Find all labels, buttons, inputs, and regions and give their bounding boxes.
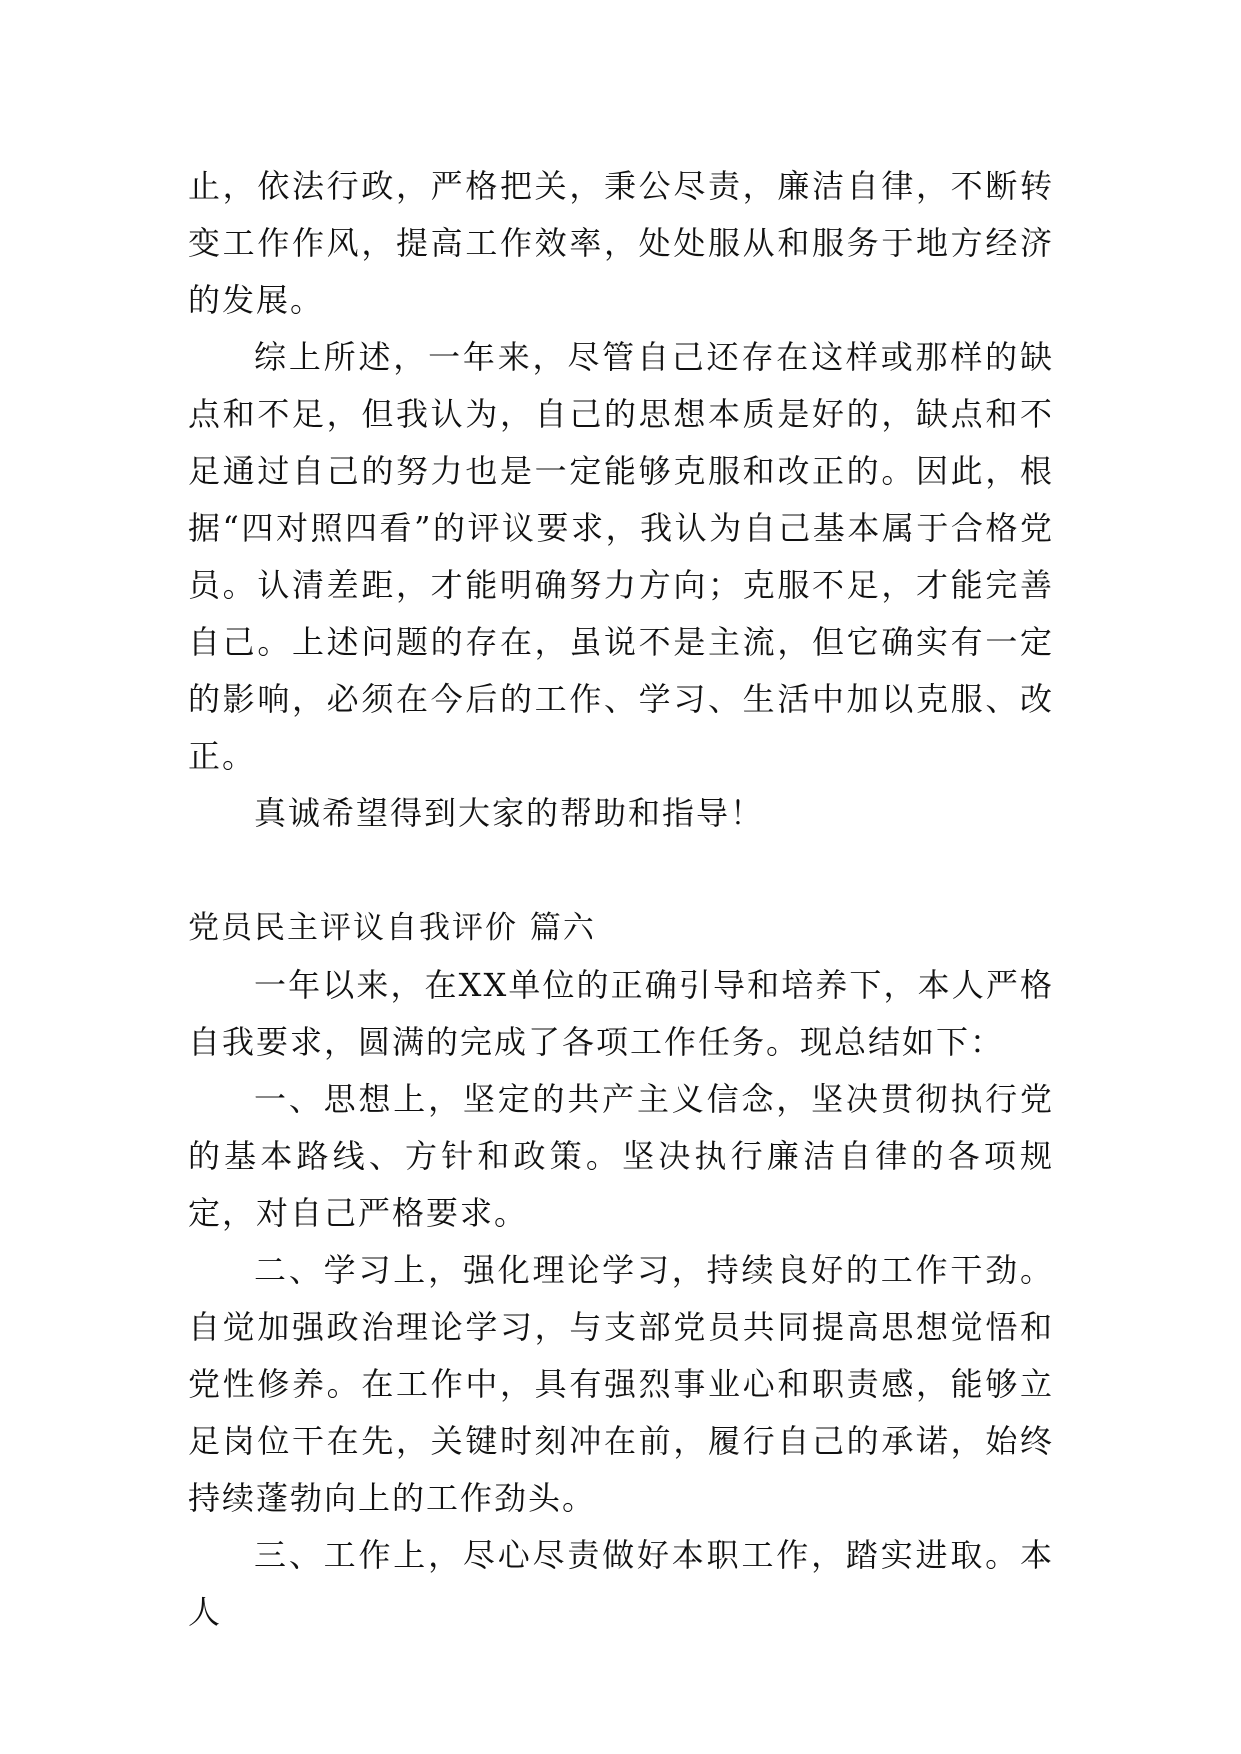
paragraph-work: 三、工作上，尽心尽责做好本职工作，踏实进取。本人 xyxy=(188,1536,1054,1631)
paragraph-study: 二、学习上，强化理论学习，持续良好的工作干劲。自觉加强政治理论学习，与支部党员共同提高思想觉悟和党性修养。在工作中，具有强烈事业心和职责感，能够立足岗位干在先，关键时刻冲在前，履行自己的承诺，始终持续蓬勃向上的工作劲头。 xyxy=(188,1251,1054,1517)
paragraph-intro: 一年以来，在XX单位的正确引导和培养下，本人严格自我要求，圆满的完成了各项工作任务。现总结如下： xyxy=(188,966,1054,1061)
section-heading: 党员民主评议自我评价 篇六 xyxy=(188,910,596,946)
document-body xyxy=(188,158,1054,1641)
paragraph-summary: 综上所述，一年来，尽管自己还存在这样或那样的缺点和不足，但我认为，自己的思想本质是好的，缺点和不足通过自己的努力也是一定能够克服和改正的。因此，根据“四对照四看”的评议要求，我认为自己基本属于合格党员。认清差距，才能明确努力方向；克服不足，才能完善自己。上述问题的存在，虽说不是主流，但它确实有一定的影响，必须在今后的工作、学习、生活中加以克服、改正。 xyxy=(188,338,1054,775)
paragraph-thought: 一、思想上，坚定的共产主义信念，坚决贯彻执行党的基本路线、方针和政策。坚决执行廉洁自律的各项规定，对自己严格要求。 xyxy=(188,1080,1054,1232)
paragraph-continued: 止，依法行政，严格把关，秉公尽责，廉洁自律，不断转变工作作风，提高工作效率，处处服从和服务于地方经济的发展。 xyxy=(188,167,1054,319)
paragraph-closing: 真诚希望得到大家的帮助和指导！ xyxy=(254,794,765,832)
